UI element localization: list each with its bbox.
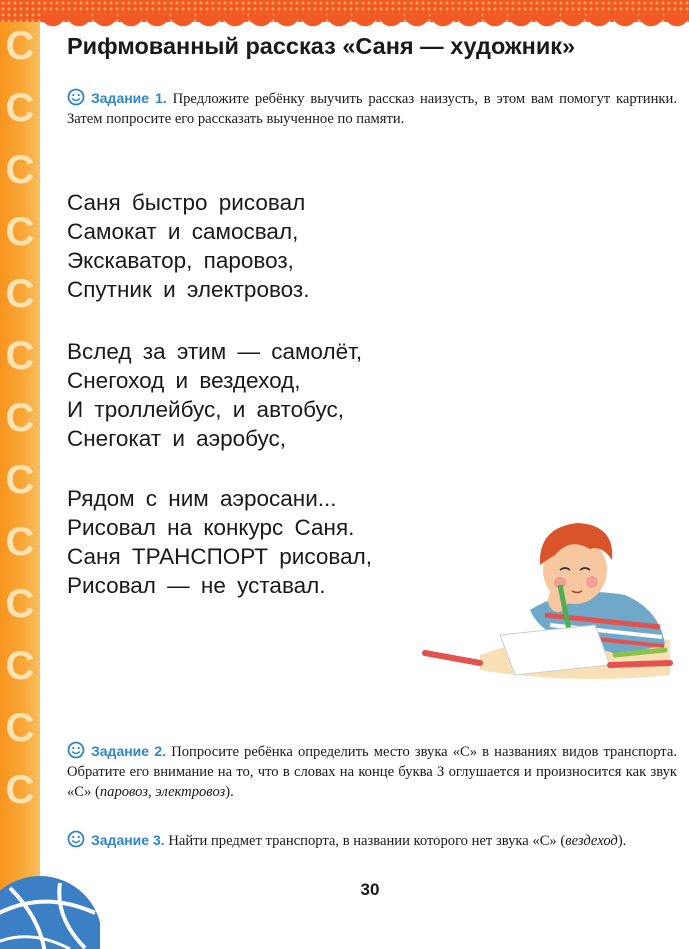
task-text: Найти предмет транспорта, в названии которого нет звука «С» ( bbox=[168, 833, 566, 849]
side-letter: С bbox=[5, 644, 35, 688]
side-letter: С bbox=[5, 272, 35, 316]
poem-line: Спутник и электровоз. bbox=[67, 277, 310, 302]
poem-line: Самокат и самосвал, bbox=[67, 219, 299, 244]
task-text: Предложите ребёнку выучить рассказ наизусть, в этом вам помогут картинки. Затем попросите его рассказать выученное по памяти. bbox=[67, 91, 677, 127]
side-letter: С bbox=[5, 768, 35, 812]
poem-line: Экскаватор, паровоз, bbox=[67, 248, 294, 273]
side-letter: С bbox=[5, 582, 35, 626]
ball-icon bbox=[0, 858, 100, 949]
side-letter: С bbox=[5, 458, 35, 502]
page-title: Рифмованный рассказ «Саня — художник» bbox=[67, 33, 576, 59]
task-label: Задание 3. bbox=[91, 832, 165, 848]
side-letter: С bbox=[5, 86, 35, 130]
side-letter: С bbox=[5, 24, 35, 68]
side-letter: С bbox=[5, 520, 35, 564]
task-label: Задание 2. bbox=[91, 743, 167, 759]
smiley-icon bbox=[67, 88, 85, 106]
poem-stanza-1 bbox=[67, 188, 467, 304]
poem-stanza-2 bbox=[67, 337, 467, 453]
smiley-icon bbox=[67, 830, 85, 848]
side-letter: С bbox=[5, 334, 35, 378]
side-letter: С bbox=[5, 706, 35, 750]
page-number: 30 bbox=[360, 880, 380, 899]
task-2 bbox=[67, 741, 677, 802]
poem-line: Рисовал на конкурс Саня. bbox=[67, 515, 355, 540]
poem-line: Рисовал — не уставал. bbox=[67, 573, 326, 598]
poem-line: Саня ТРАНСПОРТ рисовал, bbox=[67, 544, 372, 569]
task-label: Задание 1. bbox=[91, 90, 167, 106]
side-letter: С bbox=[5, 210, 35, 254]
poem-line: Снегоход и вездеход, bbox=[67, 368, 301, 393]
poem-line: Саня быстро рисовал bbox=[67, 190, 306, 215]
task-text-italic: вездеход bbox=[565, 833, 618, 849]
task-text-end: ). bbox=[225, 784, 234, 800]
poem-line: Снегокат и аэробус, bbox=[67, 426, 287, 451]
task-text: Попросите ребёнка определить место звука «С» в названиях видов транспорта. Обратите его внимание на то, что в словах на конце буква З оглушается и произносится как звук «С» ( bbox=[67, 744, 677, 800]
task-3 bbox=[67, 830, 677, 851]
boy-drawing-illustration bbox=[420, 515, 675, 685]
side-letter: С bbox=[5, 396, 35, 440]
poem-line: Вслед за этим — самолёт, bbox=[67, 339, 363, 364]
task-text-end: ). bbox=[617, 833, 627, 849]
poem-stanza-3 bbox=[67, 484, 467, 600]
poem-line: И троллейбус, и автобус, bbox=[67, 397, 344, 422]
task-1 bbox=[67, 88, 677, 129]
smiley-icon bbox=[67, 741, 85, 759]
poem-line: Рядом с ним аэросани... bbox=[67, 486, 337, 511]
side-letter: С bbox=[5, 148, 35, 192]
task-text-italic: паровоз, электровоз bbox=[99, 784, 226, 800]
